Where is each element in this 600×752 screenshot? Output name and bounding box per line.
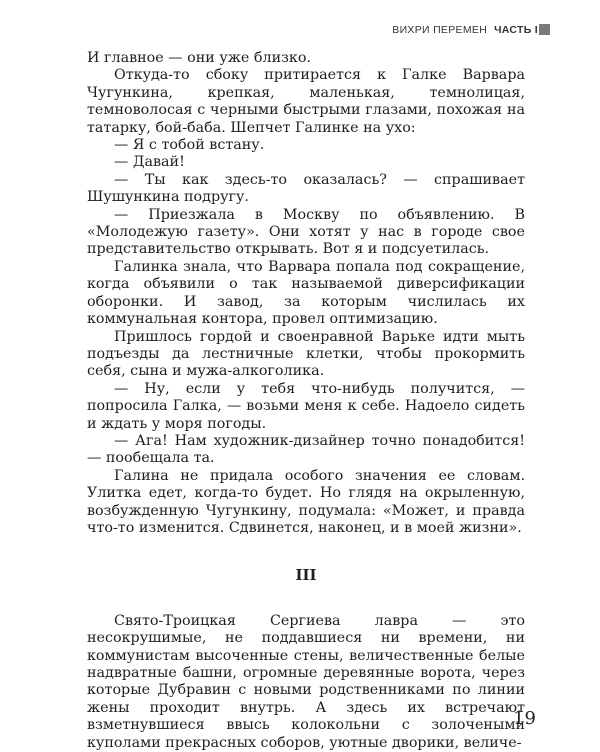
page-number: 19	[513, 708, 536, 729]
paragraph: — Давай!	[114, 154, 185, 171]
running-head-part-label: ЧАСТЬ I	[494, 24, 538, 36]
paragraph: Пришлось гордой и своенравной Варьке идти мыть подъезды да лестничные клетки, чтобы прокормить себя, сына и мужа-алкоголика.	[87, 328, 525, 380]
paragraph: — Ну, если у тебя что-нибудь получится, — попросила Галка, — возьми меня к себе. Надоело сидеть и ждать у моря погоды.	[87, 380, 525, 432]
running-head-book-title: ВИХРИ ПЕРЕМЕН	[392, 24, 488, 36]
paragraph: И главное — они уже близко.	[87, 50, 312, 66]
running-head-square-mark	[539, 24, 550, 35]
running-head	[392, 24, 538, 36]
paragraph: — Ты как здесь-то оказалась? — спрашивает Шушункина подругу.	[87, 171, 525, 206]
section-heading: III	[295, 566, 317, 585]
paragraph: — Приезжала в Москву по объявлению. В «Молодежую газету». Они хотят у нас в городе свое представительство открывать. Вот я и подсуетилась.	[87, 206, 525, 258]
paragraph: Свято-Троицкая Сергиева лавра — это несокрушимые, не поддавшиеся ни времени, ни коммунистам высоченные стены, величественные белые надвратные башни, огромные деревянные ворота, через которые Дубравин с новыми родственниками по линии жены проходит внутрь. А здесь их встречают взметнувшиеся ввысь колокольни с золочеными куполами прекрасных соборов, уютные дворики, величе-	[87, 612, 525, 751]
paragraph: Галина не придала особого значения ее словам. Улитка едет, когда-то будет. Но глядя на окрыленную, возбужденную Чугункину, подумала: «Может, и правда что-то изменится. Сдвинется, наконец, и в моей жизни».	[87, 467, 525, 536]
paragraph: Откуда-то сбоку притирается к Галке Варвара Чугункина, крепкая, маленькая, темнолицая, темноволосая с черными быстрыми глазами, похожая на татарку, бой-баба. Шепчет Галинке на ухо:	[87, 67, 525, 136]
paragraph: — Ага! Нам художник-дизайнер точно понадобится! — пообещала та.	[87, 432, 525, 467]
paragraph: — Я с тобой встану.	[114, 137, 265, 154]
paragraph: Галинка знала, что Варвара попала под сокращение, когда объявили о так называемой диверсификации оборонки. И завод, за которым числилась их коммунальная контора, провел оптимизацию.	[87, 258, 525, 328]
page-text	[87, 50, 525, 752]
